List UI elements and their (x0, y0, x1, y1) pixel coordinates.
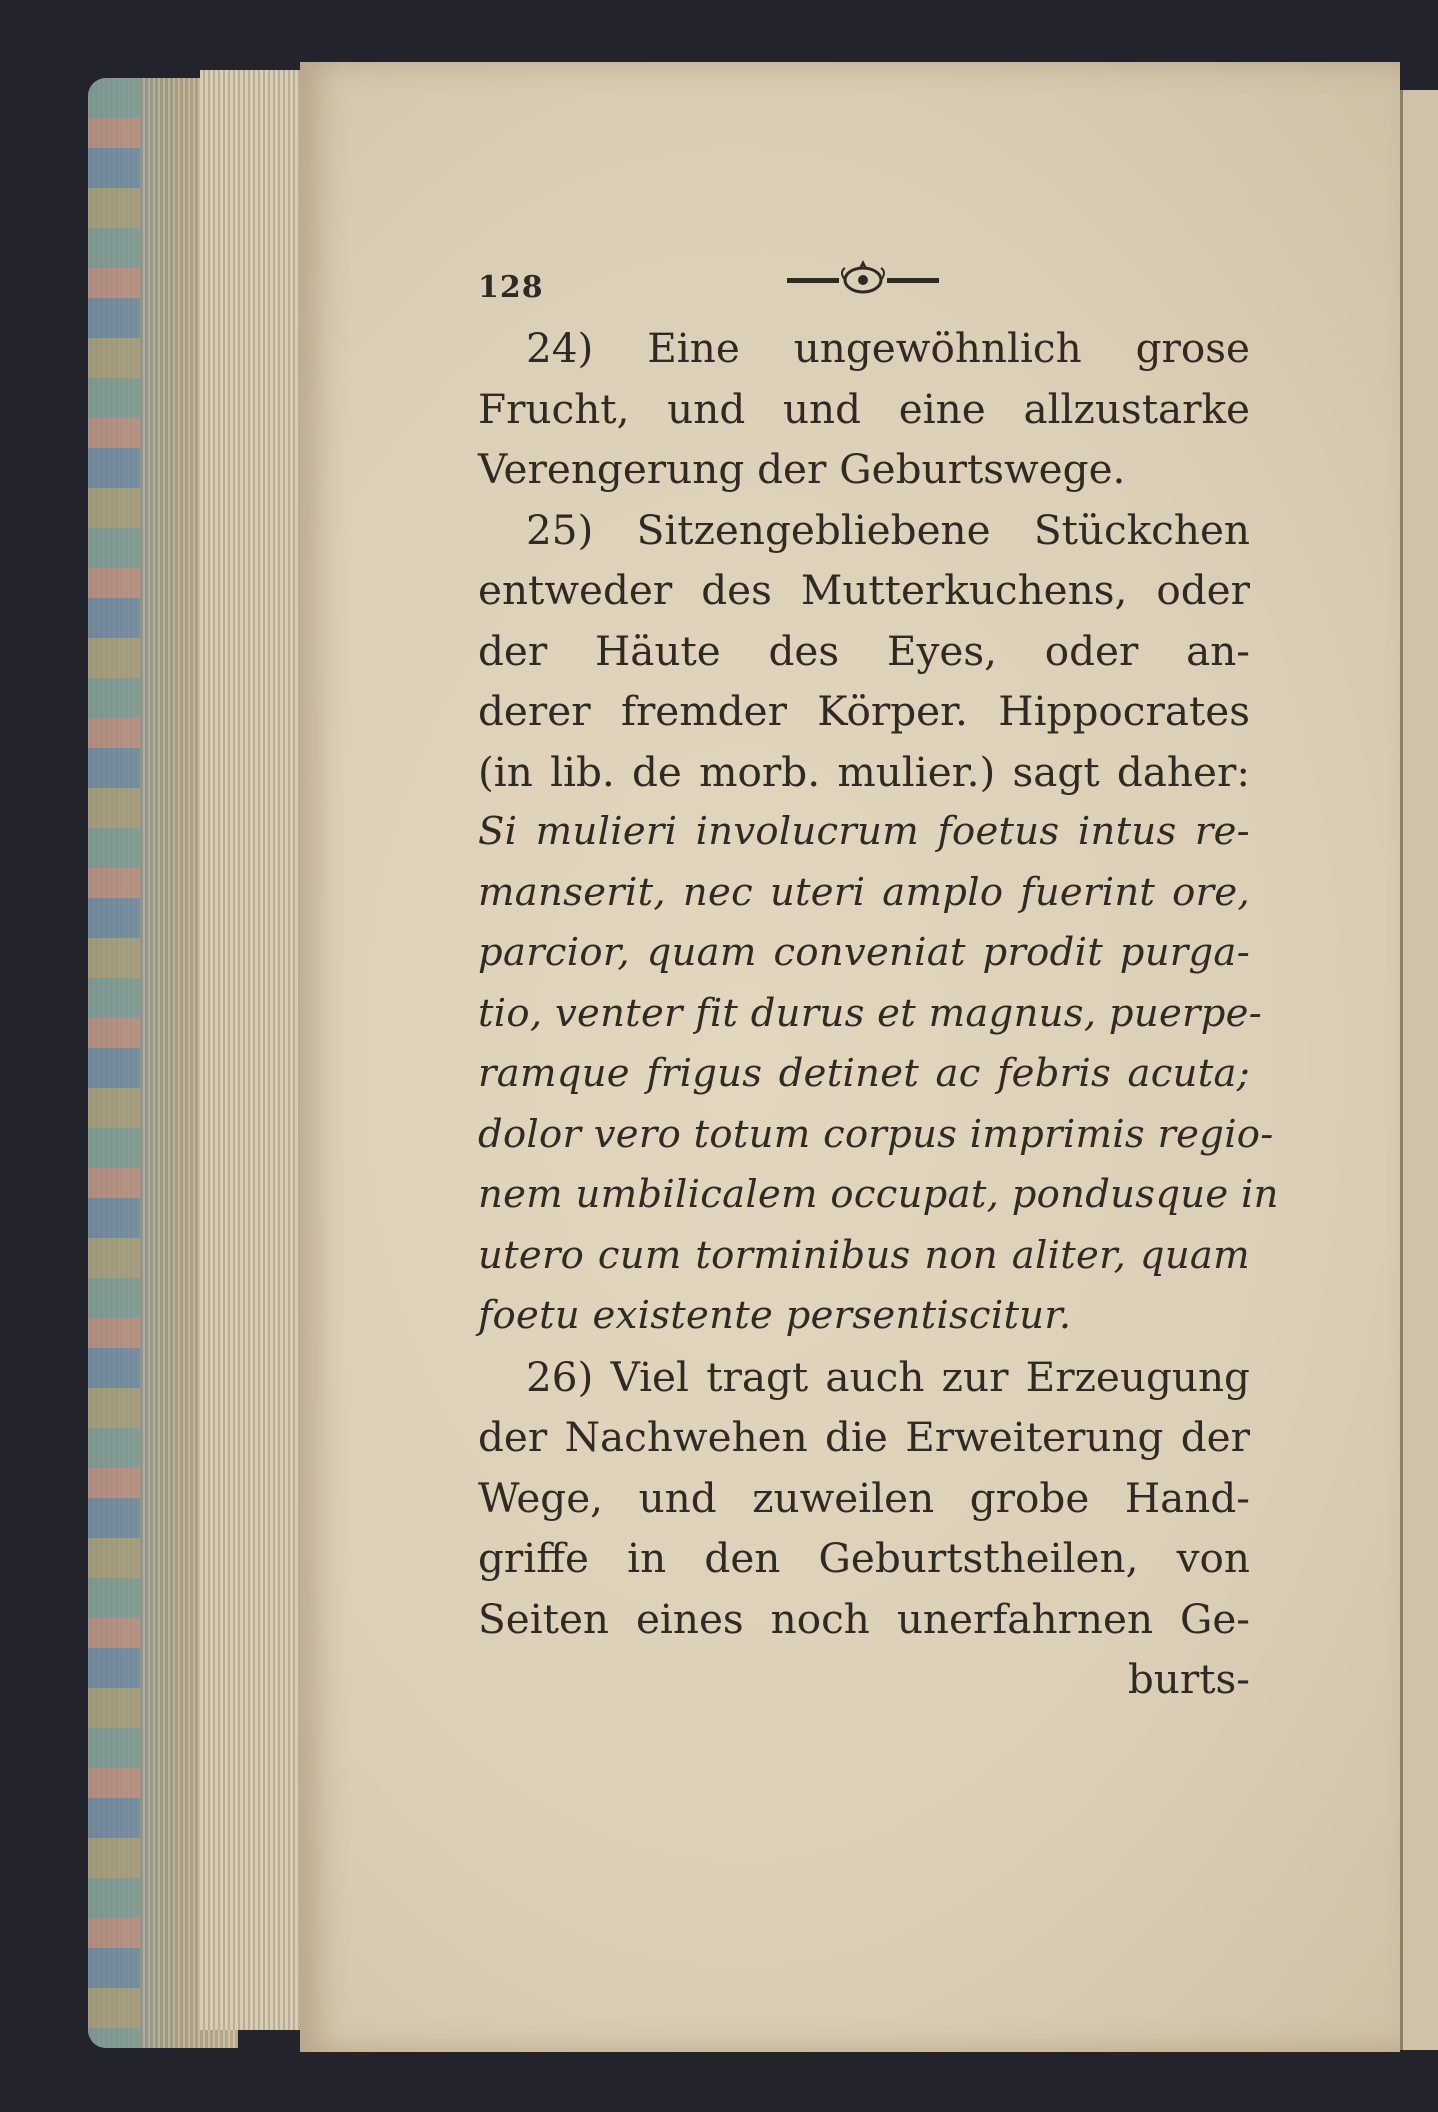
text-line: Seiten eines noch unerfahrnen Ge- (478, 1594, 1250, 1643)
text-line: 24) Eine ungewöhnlich grose (526, 324, 1250, 372)
text-line: 26) Viel tragt auch zur Erzeugung (526, 1352, 1250, 1401)
text-line: (in lib. de morb. mulier.) sagt daher: (478, 747, 1250, 796)
text-line: der Häute des Eyes, oder an- (478, 626, 1250, 675)
text-line: burts- (1127, 1655, 1250, 1703)
text-line: parcior, quam conveniat prodit purga- (478, 930, 1250, 975)
text-line: dolor vero totum corpus imprimis regio- (478, 1111, 1274, 1157)
text-line: entweder des Mutterkuchens, oder (478, 566, 1250, 614)
text-line: derer fremder Körper. Hippocrates (478, 687, 1250, 735)
text-line: nem umbilicalem occupat, pondusque in (478, 1172, 1279, 1217)
text-line: Verengerung der Geburtswege. (478, 445, 1126, 493)
text-line: utero cum torminibus non aliter, quam (478, 1232, 1250, 1278)
header-ornament-icon (783, 258, 943, 298)
text-line: griffe in den Geburtstheilen, von (478, 1534, 1250, 1582)
page-number: 128 (478, 270, 544, 305)
text-line: Wege, und zuweilen grobe Hand- (478, 1473, 1250, 1522)
text-line: Si mulieri involucrum foetus intus re- (478, 809, 1250, 854)
page-stack-edges (200, 70, 310, 2030)
text-line: manserit, nec uteri amplo fuerint ore, (478, 869, 1250, 915)
text-line: foetu existente persentiscitur. (478, 1293, 1072, 1338)
text-lines (478, 318, 1279, 1710)
page-text-block (478, 248, 1279, 1710)
text-line: tio, venter fit durus et magnus, puerpe- (478, 990, 1263, 1036)
text-line: der Nachwehen die Erweiterung der (478, 1413, 1250, 1461)
text-line: Frucht, und und eine allzustarke (478, 384, 1250, 433)
facing-page-edge (1400, 90, 1438, 2050)
page-header (478, 248, 1250, 318)
text-line: 25) Sitzengebliebene Stückchen (526, 505, 1250, 554)
text-line: ramque frigus detinet ac febris acuta; (478, 1051, 1250, 1096)
